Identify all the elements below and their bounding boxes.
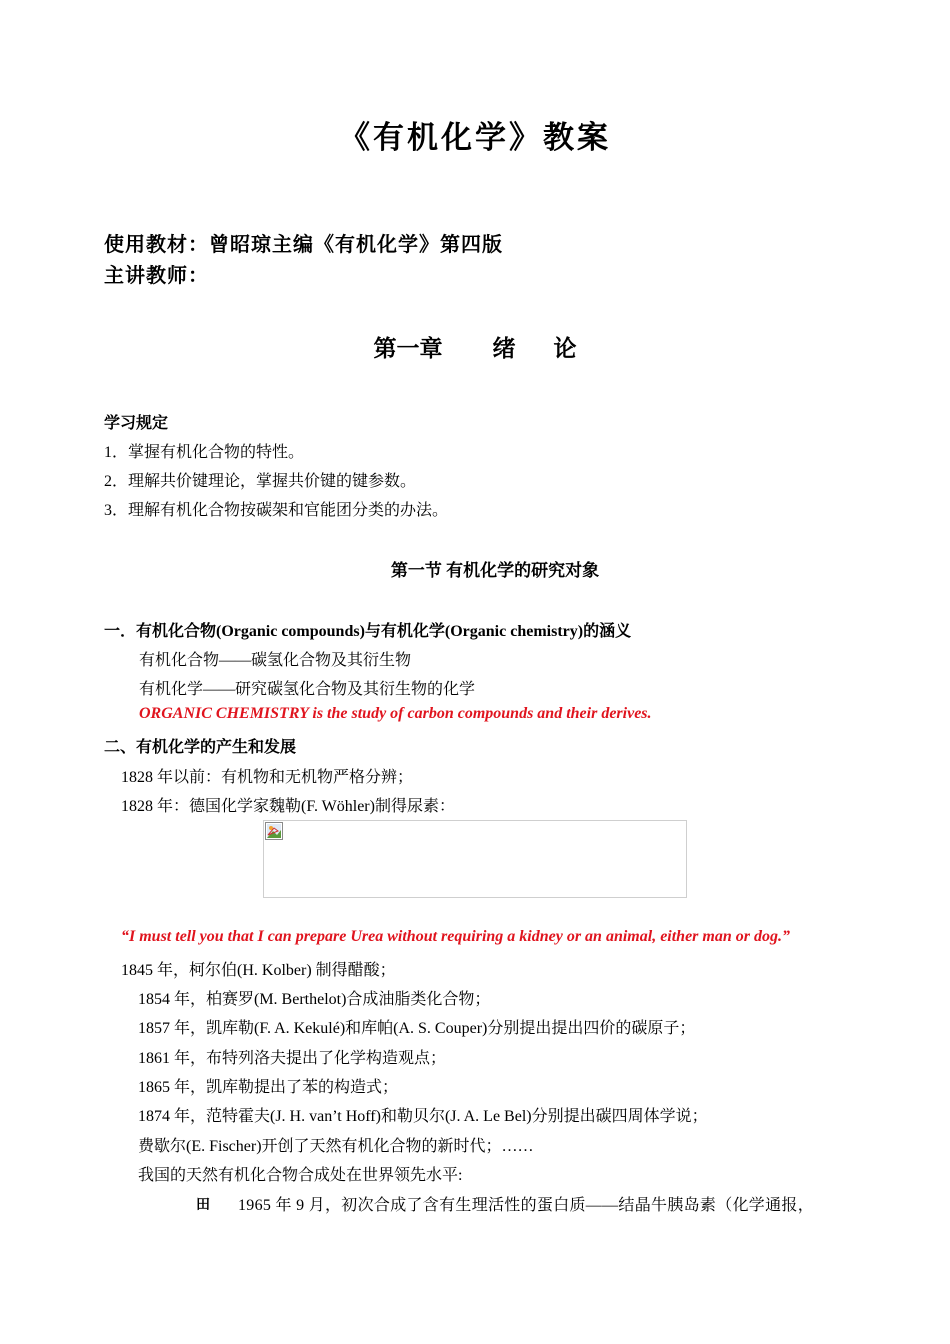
history-line: 1845 年，柯尔伯(H. Kolber) 制得醋酸；	[121, 962, 396, 979]
history-line: 1865 年，凯库勒提出了苯的构造式；	[138, 1079, 399, 1096]
requirement-item: 2．理解共价键理论，掌握共价键的键参数。	[104, 473, 417, 490]
section-title: 第一节 有机化学的研究对象	[390, 561, 600, 580]
list-bullet-icon: 田	[196, 1198, 208, 1213]
history-line: 我国的天然有机化合物合成处在世界领先水平:	[138, 1167, 463, 1184]
history-line: 费歇尔(E. Fischer)开创了天然有机化合物的新时代；……	[138, 1138, 534, 1155]
wohler-quote: “I must tell you that I can prepare Urea without requiring a kidney or an animal, either man or dog.”	[121, 928, 790, 945]
history-line: 1828 年：德国化学家魏勒(F. Wöhler)制得尿素：	[121, 798, 455, 815]
requirements-heading: 学习规定	[104, 415, 169, 432]
definition-organic-chemistry: 有机化学——研究碳氢化合物及其衍生物的化学	[139, 681, 476, 698]
chapter-heading	[0, 330, 950, 363]
broken-image-icon	[265, 822, 283, 840]
requirement-item: 3．理解有机化合物按碳架和官能团分类的办法。	[104, 502, 449, 519]
history-line: 1874 年，范特霍夫(J. H. van’t Hoff)和勒贝尔(J. A. Le Bel)分别提出碳四周体学说；	[138, 1108, 708, 1125]
history-line: 1965 年 9 月，初次合成了含有生理活性的蛋白质——结晶牛胰岛素（化学通报，	[238, 1197, 815, 1214]
subheading-definitions: 一．有机化合物(Organic compounds)与有机化学(Organic chemistry)的涵义	[104, 623, 632, 640]
chapter-name-1: 绪	[492, 336, 516, 361]
teacher-line: 主讲教师：	[104, 265, 209, 287]
chapter-number: 第一章	[373, 336, 443, 361]
subheading-history: 二、有机化学的产生和发展	[104, 739, 297, 756]
history-line: 1828 年以前：有机物和无机物严格分辨；	[121, 769, 414, 786]
requirement-item: 1．掌握有机化合物的特性。	[104, 444, 305, 461]
history-line: 1854 年，柏赛罗(M. Berthelot)合成油脂类化合物；	[138, 991, 491, 1008]
definition-organic-compounds: 有机化合物——碳氢化合物及其衍生物	[139, 652, 412, 669]
textbook-line: 使用教材：曾昭琼主编《有机化学》第四版	[104, 234, 503, 256]
english-definition: ORGANIC CHEMISTRY is the study of carbon compounds and their derives.	[139, 705, 652, 722]
document-title: 《有机化学》教案	[339, 120, 611, 155]
history-line: 1861 年，布特列洛夫提出了化学构造观点；	[138, 1050, 447, 1067]
chapter-name-2: 论	[553, 336, 577, 361]
history-line: 1857 年，凯库勒(F. A. Kekulé)和库帕(A. S. Couper)分别提出提出四价的碳原子；	[138, 1020, 696, 1037]
urea-reaction-image-placeholder	[263, 820, 687, 898]
